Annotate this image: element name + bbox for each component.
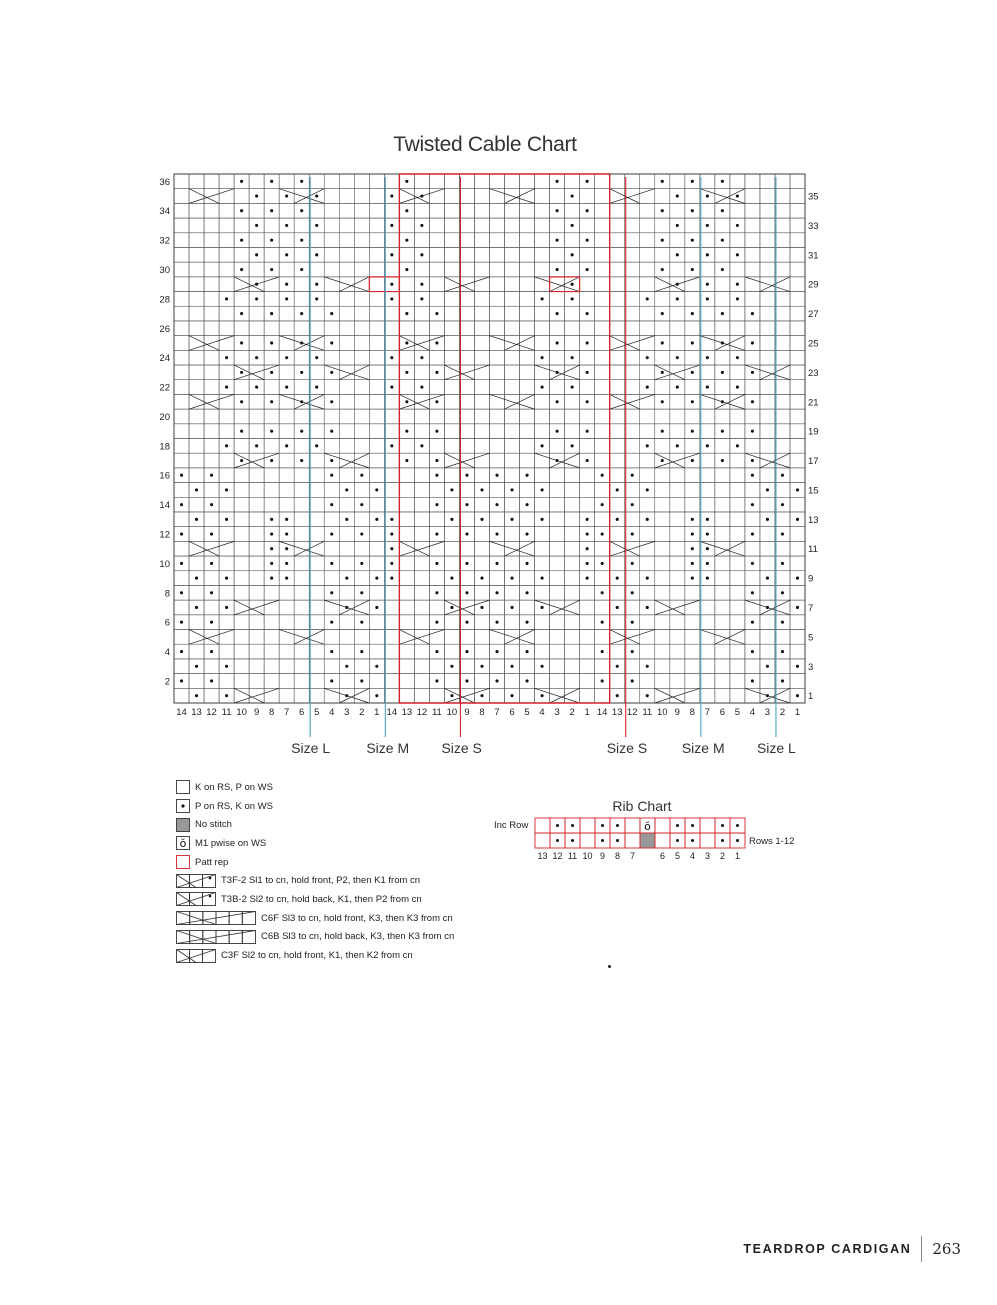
- rib-cell: [535, 818, 550, 833]
- column-label: 14: [176, 707, 187, 718]
- row-label-right: 11: [808, 544, 818, 556]
- purl-dot: [736, 839, 739, 842]
- purl-dot: [676, 839, 679, 842]
- column-label: 4: [539, 707, 545, 718]
- row-label-left: 16: [159, 470, 170, 482]
- purl-dot: [616, 839, 619, 842]
- legend-text: C3F Sl2 to cn, hold front, K1, then K2 from cn: [221, 950, 413, 962]
- column-label: 10: [656, 707, 668, 718]
- size-label: Size L: [756, 740, 796, 756]
- column-label: 3: [764, 707, 771, 718]
- column-label: 7: [284, 707, 290, 718]
- rib-cell: [625, 818, 640, 833]
- size-label: Size M: [366, 740, 410, 756]
- stray-dot: [608, 965, 611, 968]
- rib-cell: [655, 818, 670, 833]
- purl-dot: [721, 824, 724, 827]
- row-label-left: 36: [159, 176, 170, 188]
- purl-dot: [736, 824, 739, 827]
- rib-cell: [655, 833, 670, 848]
- column-label: 1: [794, 707, 801, 718]
- column-label: 5: [314, 707, 320, 718]
- column-label: 3: [344, 707, 350, 718]
- rib-column-label: 1: [734, 851, 741, 861]
- column-label: 1: [584, 707, 590, 718]
- rib-column-label: 7: [629, 851, 636, 861]
- legend-text: K on RS, P on WS: [195, 781, 273, 793]
- footer-title: TEARDROP CARDIGAN: [743, 1242, 912, 1256]
- row-label-right: 25: [808, 338, 819, 350]
- rib-cell: [625, 833, 640, 848]
- rib-cell: [580, 818, 595, 833]
- purl-dot: [691, 824, 694, 827]
- row-label-right: 35: [808, 191, 819, 203]
- column-label: 13: [611, 707, 623, 718]
- row-label-left: 12: [159, 529, 170, 541]
- column-label: 2: [779, 707, 786, 718]
- row-label-left: 18: [159, 441, 170, 453]
- column-label: 11: [221, 707, 232, 718]
- column-label: 2: [359, 707, 365, 718]
- row-label-left: 30: [159, 265, 170, 277]
- row-label-left: 26: [159, 323, 170, 335]
- legend-text: T3F-2 Sl1 to cn, hold front, P2, then K1 from cn: [221, 875, 421, 887]
- purl-dot: [601, 824, 604, 827]
- column-label: 6: [299, 707, 305, 718]
- purl-dot: [676, 824, 679, 827]
- column-label: 10: [236, 707, 247, 718]
- legend-text: P on RS, K on WS: [195, 800, 273, 812]
- column-label: 13: [191, 707, 202, 718]
- row-label-right: 17: [808, 456, 819, 468]
- row-label-right: 1: [808, 691, 814, 703]
- rib-column-label: 13: [537, 851, 548, 861]
- column-label: 11: [642, 707, 653, 718]
- row-label-right: 5: [808, 632, 814, 644]
- row-label-left: 2: [164, 676, 170, 688]
- row-label-right: 31: [808, 250, 819, 262]
- size-label: Size S: [441, 740, 482, 756]
- column-label: 5: [734, 707, 741, 718]
- purl-dot: [691, 839, 694, 842]
- size-label: Size L: [291, 740, 331, 756]
- rib-column-label: 4: [689, 851, 696, 861]
- rows-label: Rows 1-12: [749, 836, 795, 847]
- rib-cell: [640, 833, 655, 848]
- row-label-right: 33: [808, 220, 819, 232]
- rib-column-label: 2: [719, 851, 726, 861]
- row-label-right: 21: [808, 397, 819, 409]
- row-label-left: 34: [159, 206, 170, 218]
- page-number: 263: [932, 1240, 961, 1258]
- column-label: 8: [689, 707, 695, 718]
- column-label: 4: [329, 707, 335, 718]
- column-label: 8: [269, 707, 275, 718]
- inc-row-label: Inc Row: [494, 820, 529, 831]
- purl-dot: [571, 839, 574, 842]
- column-label: 6: [509, 707, 515, 718]
- row-label-right: 19: [808, 426, 819, 438]
- column-label: 12: [206, 707, 217, 718]
- rib-cell: [535, 833, 550, 848]
- rib-column-label: 3: [704, 851, 711, 861]
- footer-divider: [921, 1236, 922, 1262]
- column-label: 5: [524, 707, 530, 718]
- column-label: 3: [554, 707, 560, 718]
- rib-column-label: 5: [674, 851, 681, 861]
- column-label: 7: [704, 707, 710, 718]
- legend-text: C6B Sl3 to cn, hold back, K3, then K3 from cn: [261, 931, 455, 943]
- size-label: Size S: [606, 740, 648, 756]
- row-label-right: 29: [808, 279, 819, 291]
- column-label: 12: [626, 707, 638, 718]
- row-label-right: 13: [808, 514, 819, 526]
- row-label-left: 14: [159, 500, 170, 512]
- row-label-left: 20: [159, 411, 170, 423]
- column-label: 11: [431, 707, 442, 718]
- row-label-left: 28: [159, 294, 170, 306]
- column-label: 10: [446, 707, 458, 718]
- row-label-left: 32: [159, 235, 170, 247]
- column-label: 7: [494, 707, 500, 718]
- rib-chart-title: Rib Chart: [612, 798, 672, 814]
- rib-column-label: 11: [567, 851, 578, 861]
- row-label-left: 4: [164, 647, 170, 659]
- m1-glyph: ŏ: [644, 820, 651, 833]
- m1-glyph: ŏ: [179, 837, 187, 851]
- row-label-right: 15: [808, 485, 819, 497]
- rib-cell: [580, 833, 595, 848]
- column-label: 9: [674, 707, 680, 718]
- rib-column-label: 12: [552, 851, 563, 861]
- column-label: 14: [596, 707, 608, 718]
- rib-column-label: 10: [582, 851, 593, 861]
- legend-text: Patt rep: [195, 856, 229, 868]
- column-label: 12: [416, 707, 428, 718]
- purl-dot: [571, 824, 574, 827]
- purl-dot: [721, 839, 724, 842]
- row-label-right: 3: [808, 661, 814, 673]
- legend-text: No stitch: [195, 819, 232, 831]
- column-label: 6: [719, 707, 726, 718]
- rib-column-label: 8: [614, 851, 621, 861]
- column-label: 8: [479, 707, 485, 718]
- rib-column-label: 6: [659, 851, 666, 861]
- purl-dot: [601, 839, 604, 842]
- purl-dot: [556, 839, 559, 842]
- row-label-left: 10: [159, 558, 170, 570]
- row-label-left: 6: [164, 617, 170, 629]
- column-label: 1: [374, 707, 380, 718]
- legend-text: T3B-2 Sl2 to cn, hold back, K1, then P2 from cn: [221, 893, 422, 905]
- column-label: 13: [401, 707, 413, 718]
- rib-cell: [700, 833, 715, 848]
- row-label-right: 9: [808, 573, 814, 585]
- purl-dot: [616, 824, 619, 827]
- column-label: 4: [749, 707, 756, 718]
- row-label-right: 23: [808, 367, 819, 379]
- chart-title: Twisted Cable Chart: [393, 133, 577, 156]
- column-label: 9: [464, 707, 470, 718]
- column-label: 2: [569, 707, 575, 718]
- legend-text: C6F Sl3 to cn, hold front, K3, then K3 from cn: [261, 912, 453, 924]
- purl-dot: [556, 824, 559, 827]
- footer: [743, 1236, 961, 1262]
- column-label: 9: [253, 707, 260, 718]
- size-label: Size M: [681, 740, 725, 756]
- row-label-left: 8: [164, 588, 170, 600]
- rib-column-label: 9: [599, 851, 606, 861]
- rib-cell: [700, 818, 715, 833]
- row-label-left: 22: [159, 382, 170, 394]
- column-label: 14: [386, 707, 398, 718]
- legend-text: M1 pwise on WS: [195, 837, 267, 849]
- row-label-right: 7: [808, 602, 814, 614]
- row-label-left: 24: [159, 353, 170, 365]
- row-label-right: 27: [808, 309, 819, 321]
